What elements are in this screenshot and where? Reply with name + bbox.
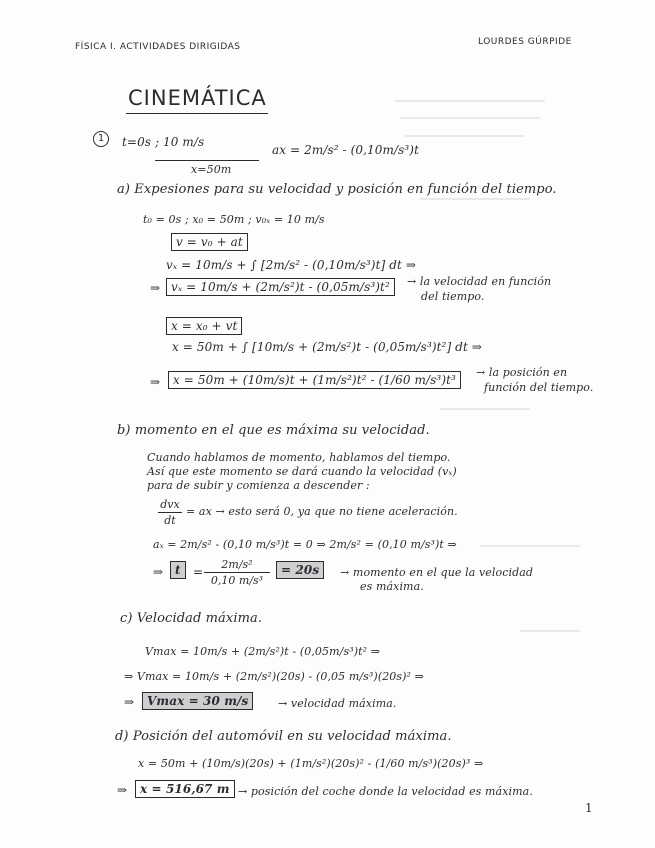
part-d-heading: d) Posición del automóvil en su velocidad máxima. [115, 729, 452, 744]
position-formula: x = x₀ + vt [166, 317, 242, 335]
time-result-note: → momento en el que la velocidad [340, 566, 534, 579]
time-result-note: es máxima. [360, 580, 424, 593]
bleed-through-mark [480, 545, 580, 547]
position-result-note: función del tiempo. [484, 381, 594, 394]
problem-number: 1 [93, 131, 109, 147]
derivative-numerator: dvx [160, 498, 180, 511]
derivative-denominator: dt [164, 514, 176, 527]
vmax-substitution: ⇒ Vmax = 10m/s + (2m/s²)(20s) - (0,05 m/s³)(20s)² ⇒ [124, 670, 424, 683]
position-max-note: → posición del coche donde la velocidad es máxima. [238, 785, 533, 798]
part-b-text: Así que este momento se dará cuando la velocidad (vₓ) [147, 465, 457, 478]
part-b-text: para de subir y comienza a descender : [147, 479, 370, 492]
distance-segment [155, 160, 259, 161]
velocity-formula: v = v₀ + at [171, 233, 248, 251]
velocity-result: vₓ = 10m/s + (2m/s²)t - (0,05m/s³)t² [166, 278, 395, 296]
page-number: 1 [585, 801, 593, 815]
position-max-result: x = 516,67 m [135, 780, 235, 798]
given-data: t=0s ; 10 m/s [122, 135, 205, 149]
time-result: = 20s [276, 561, 324, 579]
part-b-text: Cuando hablamos de momento, hablamos del tiempo. [147, 451, 451, 464]
vmax-result-note: → velocidad máxima. [278, 697, 397, 710]
velocity-result-note: del tiempo. [421, 290, 485, 303]
initial-conditions: t₀ = 0s ; x₀ = 50m ; v₀ₓ = 10 m/s [143, 213, 325, 226]
fraction-bar [158, 512, 182, 513]
page-title: CINEMÁTICA [128, 86, 267, 110]
part-b-heading: b) momento en el que es máxima su velocidad. [117, 423, 430, 438]
time-denominator: 0,10 m/s³ [210, 574, 264, 587]
bleed-through-mark [440, 408, 530, 410]
time-variable-box: t [170, 561, 186, 579]
title-underline [126, 113, 268, 114]
vmax-result: Vmax = 30 m/s [142, 692, 253, 710]
position-result-note: → la posición en [476, 366, 568, 379]
result-arrow: ⇒ [124, 695, 135, 709]
result-arrow: ⇒ [150, 375, 161, 389]
derivative-fraction [158, 498, 182, 527]
derivative-statement: = ax → esto será 0, ya que no tiene aceleración. [186, 505, 458, 518]
equals-sign: = [193, 565, 204, 579]
bleed-through-mark [405, 135, 525, 137]
time-fraction [204, 558, 270, 587]
fraction-bar [204, 572, 270, 573]
result-arrow: ⇒ [150, 281, 161, 295]
part-c-heading: c) Velocidad máxima. [120, 611, 263, 626]
result-arrow: ⇒ [153, 565, 164, 579]
position-result: x = 50m + (10m/s)t + (1m/s²)t² - (1/60 m/s³)t³ [168, 371, 461, 389]
bleed-through-mark [395, 100, 545, 102]
velocity-result-note: → la velocidad en función [407, 275, 552, 288]
distance-label: x=50m [191, 163, 232, 176]
course-header: FÍSICA I. ACTIVIDADES DIRIGIDAS [75, 42, 241, 52]
result-arrow: ⇒ [117, 783, 128, 797]
vmax-equation: Vmax = 10m/s + (2m/s²)t - (0,05m/s³)t² ⇒ [145, 645, 381, 658]
part-a-heading: a) Expesiones para su velocidad y posición en función del tiempo. [117, 182, 557, 197]
acceleration-equation: ax = 2m/s² - (0,10m/s³)t [272, 143, 420, 157]
author-header: LOURDES GÚRPIDE [478, 37, 572, 47]
bleed-through-mark [420, 198, 530, 200]
bleed-through-mark [400, 117, 540, 119]
position-substitution: x = 50m + (10m/s)(20s) + (1m/s²)(20s)² - (1/60 m/s³)(20s)³ ⇒ [138, 757, 484, 770]
position-integral: x = 50m + ∫ [10m/s + (2m/s²)t - (0,05m/s³)t²] dt ⇒ [172, 340, 482, 354]
time-numerator: 2m/s² [221, 558, 253, 571]
velocity-integral: vₓ = 10m/s + ∫ [2m/s² - (0,10m/s³)t] dt ⇒ [166, 258, 416, 272]
bleed-through-mark [520, 630, 580, 632]
acceleration-zero-equation: aₓ = 2m/s² - (0,10 m/s³)t = 0 ⇒ 2m/s² = (0,10 m/s³)t ⇒ [153, 538, 457, 551]
